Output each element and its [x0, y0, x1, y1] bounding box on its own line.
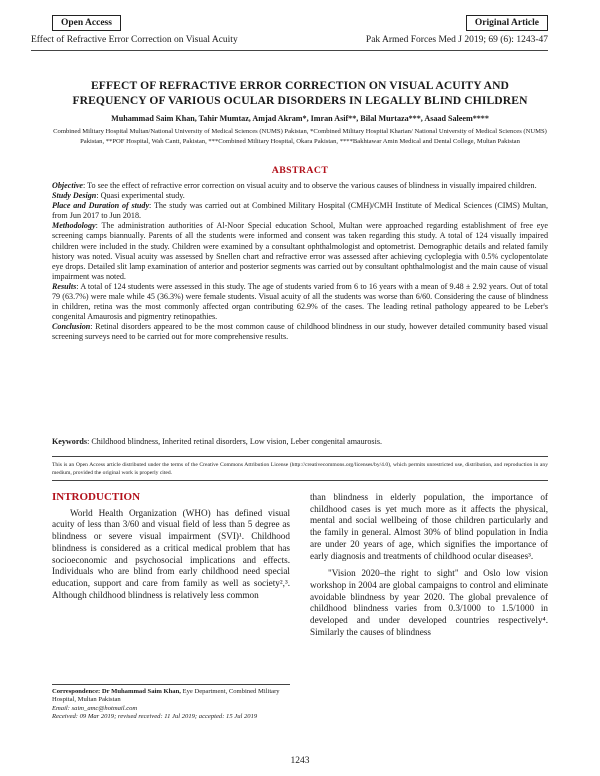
place-label: Place and Duration of study	[52, 201, 150, 211]
affiliations: Combined Military Hospital Multan/National University of Medical Sciences (NUMS) Pakistan, *Combined Military Hospital Kharian/ National University of Medical Sciences (NUMS) Pakistan, **POF Hospital, Wah Cantt, Pakistan, ***Combined Military Hospital, Okara Pakistan, ****Bakhtawar Amin Medical and Dental College, Multan Pakistan	[53, 128, 547, 145]
article-title-line-1: EFFECT OF REFRACTIVE ERROR CORRECTION ON VISUAL ACUITY AND	[90, 79, 510, 92]
correspondence-label: Correspondence: Dr Muhammad Saim Khan,	[52, 688, 181, 695]
correspondence-author	[52, 688, 290, 705]
abstract-design	[52, 191, 548, 201]
correspondence-text: Eye Department, Combined Military Hospital, Multan Pakistan	[52, 688, 280, 704]
right-column	[310, 492, 548, 638]
open-access-label: Open Access	[61, 18, 112, 28]
conclusion-label: Conclusion	[52, 322, 91, 332]
results-label: Results	[52, 281, 77, 291]
intro-paragraph-1: World Health Organization (WHO) has defined visual acuity of less than 3/60 and visual field of less than 5 degree as blindness or severe visual impairment (SVI)¹. Childhood blindness is considered as a critical medical problem that has socioeconomic and psychosocial implications and effects. Individuals who are blind from early childhood need special education, support and care from family as well as society²,³. Although childhood blindness is relatively less common	[52, 507, 290, 600]
intro-paragraph-3: "Vision 2020–the right to sight" and Oslo low vision workshop in 2004 are global campaigns to control and eliminate avoidable blindness by year 2020. The global prevalence of childhood blindness varies from 0.3/1000 to 1.5/1000 in developed and under developed countries respectively⁴. Similarly the causes of blindness	[310, 568, 548, 637]
abstract-body	[52, 181, 548, 343]
results-text: : A total of 124 students were assessed in this study. The age of students varied from 6 to 16 years with a mean of 9.48 ± 2.92 years. Out of total 79 (63.7%) were male while 45 (36.3%) were female students. Visual acuity of all the students was worse than 6/60. Considering the cause of blindness in children, retina was the most commonly affected organ contributing 62.9% of the cases. The leading retinal pathology appeared to be Leber's congenital Amaurosis and pigmentry retinopathies.	[52, 281, 548, 322]
running-title: Effect of Refractive Error Correction on Visual Acuity	[31, 35, 238, 45]
correspondence-dates: Received: 09 Mar 2019; revised received: 11 Jul 2019; accepted: 15 Jul 2019	[52, 713, 258, 721]
article-type-badge	[466, 15, 548, 31]
introduction-heading: INTRODUCTION	[52, 491, 141, 503]
methodology-text: : The administration authorities of Al-Noor Special education School, Multan were approached regarding establishment of free eye screening camps biannually. Parents of all the students were informed and consent was taken regarding this study. A total of 124 visually impaired children were included in the study. Children were examined by a consultant ophthalmologist and optometrist. Demographic details and related family history was noted. Visual acuity was assessed by Snellen chart and refractive error was assessed after achieving cycloplegia with 0.5% cyclopentolate eye drops. Detailed slit lamp examination of anterior and posterior segments was carried out by consultant ophthalmologist and the main cause of visual impairment was noted.	[52, 221, 548, 281]
abstract-results	[52, 282, 548, 322]
journal-citation: Pak Armed Forces Med J 2019; 69 (6): 1243-47	[365, 35, 548, 45]
keywords	[52, 437, 548, 447]
methodology-label: Methodology	[52, 221, 96, 231]
abstract-heading: ABSTRACT	[271, 165, 329, 176]
article-type-label: Original Article	[474, 18, 539, 28]
header-rule	[31, 50, 548, 51]
correspondence-block	[52, 688, 290, 722]
keywords-text: : Childhood blindness, Inherited retinal disorders, Low vision, Leber congenital amaurosis.	[87, 437, 382, 446]
article-title-line-2: FREQUENCY OF VARIOUS OCULAR DISORDERS IN LEGALLY BLIND CHILDREN	[72, 94, 528, 107]
objective-text: : To see the effect of refractive error correction on visual acuity and to observe the various causes of blindness in visually impaired children.	[83, 181, 537, 190]
authors: Muhammad Saim Khan, Tahir Mumtaz, Amjad Akram*, Imran Asif**, Bilal Murtaza***, Asaad Saleem****	[111, 114, 489, 123]
correspondence-email: Email: saim_amc@hotmail.com	[52, 704, 138, 712]
abstract-methodology	[52, 221, 548, 282]
correspondence-rule	[52, 684, 290, 685]
license-note: This is an Open Access article distributed under the terms of the Creative Commons Attribution License (http://creativecommons.org/licenses/by/4.0), which permits unrestricted use, distribution, and reproduction in any medium, provided the original work is properly cited.	[52, 462, 548, 476]
place-text: : The study was carried out at Combined Military Hospital (CMH)/CMH Institute of Medical Sciences (CIMS) Multan, from Jun 2017 to Jun 2018.	[52, 201, 549, 221]
license-rule-top	[52, 456, 548, 457]
license-rule-bottom	[52, 480, 548, 481]
left-column	[52, 492, 290, 601]
article-title	[40, 78, 560, 108]
conclusion-text: : Retinal disorders appeared to be the most common cause of childhood blindness in our study, however detailed community based visual screening surveys need to be carried out for more comprehensive results.	[52, 322, 548, 342]
abstract-conclusion	[52, 322, 548, 342]
intro-paragraph-2: than blindness in elderly population, the importance of childhood cases is yet much more as it affects the physical, mental and social wellbeing of those children particularly and the family in general. Almost 30% of blind population in India are under 20 years of age, which signifies the importance of early diagnosis and treatments of childhood ocular diseases³.	[310, 492, 548, 561]
keywords-label: Keywords	[52, 437, 88, 446]
design-label: Study Design	[52, 191, 97, 201]
design-text: : Quasi experimental study.	[96, 191, 185, 201]
abstract-objective	[52, 181, 548, 191]
abstract-place	[52, 201, 548, 221]
page-number: 1243	[290, 756, 310, 766]
open-access-badge	[52, 15, 121, 31]
objective-label: Objective	[52, 181, 84, 190]
